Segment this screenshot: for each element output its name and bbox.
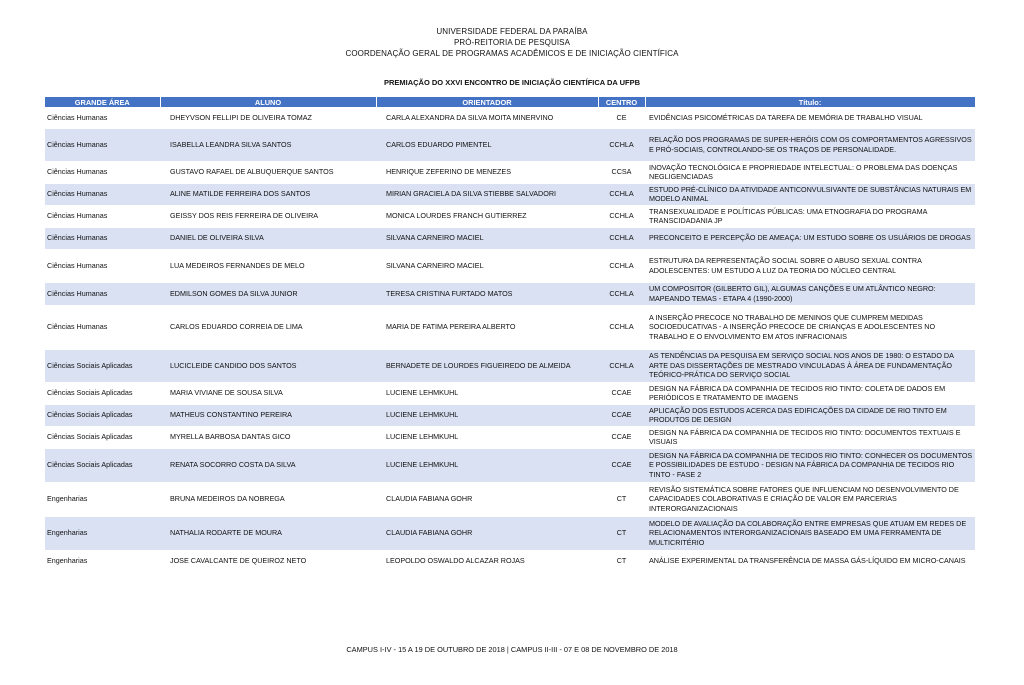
cell-advisor: MONICA LOURDES FRANCH GUTIERREZ — [376, 205, 598, 227]
cell-center: CCSA — [598, 161, 645, 183]
cell-advisor: HENRIQUE ZEFERINO DE MENEZES — [376, 161, 598, 183]
cell-title: AS TENDÊNCIAS DA PESQUISA EM SERVIÇO SOCIAL NOS ANOS DE 1980: O ESTADO DA ARTE DAS DISSERTAÇÕES DE MESTRADO VINCULADAS À ÁREA DE FUNDAMENTAÇÃO TEÓRICO-PRÁTICA DO SERVIÇO SOCIAL — [645, 349, 975, 382]
cell-student: CARLOS EDUARDO CORREIA DE LIMA — [160, 305, 376, 349]
cell-student: BRUNA MEDEIROS DA NOBREGA — [160, 482, 376, 516]
cell-student: GEISSY DOS REIS FERREIRA DE OLIVEIRA — [160, 205, 376, 227]
cell-student: MARIA VIVIANE DE SOUSA SILVA — [160, 382, 376, 404]
table-row — [45, 349, 975, 382]
cell-area: Ciências Humanas — [45, 282, 160, 305]
cell-student: JOSE CAVALCANTE DE QUEIROZ NETO — [160, 550, 376, 572]
cell-title: DESIGN NA FÁBRICA DA COMPANHIA DE TECIDOS RIO TINTO: DOCUMENTOS TEXTUAIS E VISUAIS — [645, 426, 975, 448]
cell-title: DESIGN NA FÁBRICA DA COMPANHIA DE TECIDOS RIO TINTO: CONHECER OS DOCUMENTOS E POSSIBILIDADES DE ESTUDO - DESIGN NA FÁBRICA DA COMPANHIA DE TECIDOS RIO TINTO - FASE 2 — [645, 448, 975, 482]
cell-title: PRECONCEITO E PERCEPÇÃO DE AMEAÇA: UM ESTUDO SOBRE OS USUÁRIOS DE DROGAS — [645, 227, 975, 249]
cell-center: CCHLA — [598, 227, 645, 249]
cell-area: Ciências Sociais Aplicadas — [45, 349, 160, 382]
cell-center: CT — [598, 550, 645, 572]
cell-advisor: CLAUDIA FABIANA GOHR — [376, 482, 598, 516]
table-header-row — [45, 97, 975, 107]
cell-title: RELAÇÃO DOS PROGRAMAS DE SUPER-HERÓIS COM OS COMPORTAMENTOS AGRESSIVOS E PRÓ-SOCIAIS, CONTROLANDO-SE OS TRAÇOS DE PERSONALIDADE. — [645, 128, 975, 161]
cell-area: Ciências Humanas — [45, 305, 160, 349]
cell-area: Ciências Humanas — [45, 107, 160, 128]
cell-student: DANIEL DE OLIVEIRA SILVA — [160, 227, 376, 249]
cell-area: Ciências Sociais Aplicadas — [45, 404, 160, 426]
cell-center: CCAE — [598, 404, 645, 426]
cell-advisor: LUCIENE LEHMKUHL — [376, 426, 598, 448]
cell-advisor: SILVANA CARNEIRO MACIEL — [376, 227, 598, 249]
cell-title: DESIGN NA FÁBRICA DA COMPANHIA DE TECIDOS RIO TINTO: COLETA DE DADOS EM PERIÓDICOS E TRATAMENTO DE IMAGENS — [645, 382, 975, 404]
cell-center: CT — [598, 482, 645, 516]
table-row — [45, 516, 975, 550]
cell-advisor: LUCIENE LEHMKUHL — [376, 404, 598, 426]
cell-student: ALINE MATILDE FERREIRA DOS SANTOS — [160, 183, 376, 205]
cell-advisor: CARLOS EDUARDO PIMENTEL — [376, 128, 598, 161]
cell-title: ESTRUTURA DA REPRESENTAÇÃO SOCIAL SOBRE O ABUSO SEXUAL CONTRA ADOLESCENTES: UM ESTUDO A LUZ DA TEORIA DO NÚCLEO CENTRAL — [645, 249, 975, 282]
cell-center: CCHLA — [598, 128, 645, 161]
cell-student: DHEYVSON FELLIPI DE OLIVEIRA TOMAZ — [160, 107, 376, 128]
cell-area: Engenharias — [45, 550, 160, 572]
cell-center: CCAE — [598, 382, 645, 404]
cell-advisor: SILVANA CARNEIRO MACIEL — [376, 249, 598, 282]
cell-title: ANÁLISE EXPERIMENTAL DA TRANSFERÊNCIA DE MASSA GÁS-LÍQUIDO EM MICRO-CANAIS — [645, 550, 975, 572]
cell-student: ISABELLA LEANDRA SILVA SANTOS — [160, 128, 376, 161]
cell-advisor: LUCIENE LEHMKUHL — [376, 448, 598, 482]
cell-center: CT — [598, 516, 645, 550]
cell-student: MATHEUS CONSTANTINO PEREIRA — [160, 404, 376, 426]
cell-title: A INSERÇÃO PRECOCE NO TRABALHO DE MENINOS QUE CUMPREM MEDIDAS SOCIOEDUCATIVAS - A INSERÇÃO PRECOCE DE CRIANÇAS E ADOLESCENTES NO TRABALHO E O ENVOLVIMENTO EM ATOS INFRACIONAIS — [645, 305, 975, 349]
table-row — [45, 382, 975, 404]
column-header-title: Título: — [645, 97, 975, 107]
cell-advisor: BERNADETE DE LOURDES FIGUEIREDO DE ALMEIDA — [376, 349, 598, 382]
table-row — [45, 404, 975, 426]
table-row — [45, 249, 975, 282]
cell-area: Ciências Sociais Aplicadas — [45, 448, 160, 482]
cell-title: REVISÃO SISTEMÁTICA SOBRE FATORES QUE INFLUENCIAM NO DESENVOLVIMENTO DE CAPACIDADES COLABORATIVAS E CRIAÇÃO DE VALOR EM PARCERIAS INTERORGANIZACIONAIS — [645, 482, 975, 516]
cell-student: MYRELLA BARBOSA DANTAS GICO — [160, 426, 376, 448]
document-header — [0, 26, 1024, 59]
table-row — [45, 227, 975, 249]
cell-student: GUSTAVO RAFAEL DE ALBUQUERQUE SANTOS — [160, 161, 376, 183]
cell-center: CCHLA — [598, 205, 645, 227]
table-row — [45, 183, 975, 205]
column-header-area: GRANDE ÁREA — [45, 97, 160, 107]
cell-advisor: MIRIAN GRACIELA DA SILVA STIEBBE SALVADORI — [376, 183, 598, 205]
cell-area: Ciências Humanas — [45, 227, 160, 249]
cell-title: EVIDÊNCIAS PSICOMÉTRICAS DA TAREFA DE MEMÓRIA DE TRABALHO VISUAL — [645, 107, 975, 128]
cell-title: MODELO DE AVALIAÇÃO DA COLABORAÇÃO ENTRE EMPRESAS QUE ATUAM EM REDES DE RELACIONAMENTOS INTERORGANIZACIONAIS BASEADO EM UMA FERRAMENTA DE MULTICRITÉRIO — [645, 516, 975, 550]
cell-student: NATHALIA RODARTE DE MOURA — [160, 516, 376, 550]
table-row — [45, 482, 975, 516]
cell-center: CCHLA — [598, 282, 645, 305]
cell-center: CCHLA — [598, 305, 645, 349]
cell-area: Engenharias — [45, 516, 160, 550]
cell-area: Ciências Humanas — [45, 205, 160, 227]
cell-title: INOVAÇÃO TECNOLÓGICA E PROPRIEDADE INTELECTUAL: O PROBLEMA DAS DOENÇAS NEGLIGENCIADAS — [645, 161, 975, 183]
cell-area: Ciências Sociais Aplicadas — [45, 426, 160, 448]
header-university: UNIVERSIDADE FEDERAL DA PARAÍBA — [436, 27, 588, 36]
table-row — [45, 426, 975, 448]
cell-center: CCAE — [598, 448, 645, 482]
cell-area: Ciências Humanas — [45, 128, 160, 161]
header-coordination: COORDENAÇÃO GERAL DE PROGRAMAS ACADÊMICOS E DE INICIAÇÃO CIENTÍFICA — [345, 49, 679, 58]
cell-area: Engenharias — [45, 482, 160, 516]
table-row — [45, 128, 975, 161]
table-row — [45, 550, 975, 572]
header-dean-office: PRÓ-REITORIA DE PESQUISA — [453, 38, 571, 47]
cell-advisor: MARIA DE FATIMA PEREIRA ALBERTO — [376, 305, 598, 349]
column-header-center: CENTRO — [598, 97, 645, 107]
cell-advisor: CARLA ALEXANDRA DA SILVA MOITA MINERVINO — [376, 107, 598, 128]
cell-center: CCHLA — [598, 183, 645, 205]
cell-center: CCHLA — [598, 249, 645, 282]
cell-center: CCHLA — [598, 349, 645, 382]
cell-title: TRANSEXUALIDADE E POLÍTICAS PÚBLICAS: UMA ETNOGRAFIA DO PROGRAMA TRANSCIDADANIA JP — [645, 205, 975, 227]
cell-student: EDMILSON GOMES DA SILVA JUNIOR — [160, 282, 376, 305]
column-header-student: ALUNO — [160, 97, 376, 107]
cell-title: ESTUDO PRÉ-CLÍNICO DA ATIVIDADE ANTICONVULSIVANTE DE SUBSTÂNCIAS NATURAIS EM MODELO ANIMAL — [645, 183, 975, 205]
cell-student: RENATA SOCORRO COSTA DA SILVA — [160, 448, 376, 482]
cell-advisor: LEOPOLDO OSWALDO ALCAZAR ROJAS — [376, 550, 598, 572]
cell-area: Ciências Humanas — [45, 161, 160, 183]
table-row — [45, 305, 975, 349]
awards-table — [45, 97, 976, 573]
column-header-advisor: ORIENTADOR — [376, 97, 598, 107]
table-row — [45, 161, 975, 183]
cell-area: Ciências Humanas — [45, 249, 160, 282]
cell-title: APLICAÇÃO DOS ESTUDOS ACERCA DAS EDIFICAÇÕES DA CIDADE DE RIO TINTO EM PRODUTOS DE DESIGN — [645, 404, 975, 426]
cell-student: LUCICLEIDE CANDIDO DOS SANTOS — [160, 349, 376, 382]
cell-area: Ciências Humanas — [45, 183, 160, 205]
cell-advisor: TERESA CRISTINA FURTADO MATOS — [376, 282, 598, 305]
cell-area: Ciências Sociais Aplicadas — [45, 382, 160, 404]
cell-center: CCAE — [598, 426, 645, 448]
table-row — [45, 205, 975, 227]
cell-advisor: CLAUDIA FABIANA GOHR — [376, 516, 598, 550]
cell-title: UM COMPOSITOR (GILBERTO GIL), ALGUMAS CANÇÕES E UM ATLÂNTICO NEGRO: MAPEANDO TEMAS - ETAPA 4 (1990-2000) — [645, 282, 975, 305]
table-row — [45, 448, 975, 482]
cell-center: CE — [598, 107, 645, 128]
page-title: PREMIAÇÃO DO XXVI ENCONTRO DE INICIAÇÃO CIENTÍFICA DA UFPB — [383, 78, 641, 87]
table-row — [45, 282, 975, 305]
table-row — [45, 107, 975, 128]
cell-student: LUA MEDEIROS FERNANDES DE MELO — [160, 249, 376, 282]
event-dates-footer: CAMPUS I-IV - 15 A 19 DE OUTUBRO DE 2018 | CAMPUS II-III - 07 E 08 DE NOVEMBRO DE 2018 — [346, 645, 678, 654]
cell-advisor: LUCIENE LEHMKUHL — [376, 382, 598, 404]
